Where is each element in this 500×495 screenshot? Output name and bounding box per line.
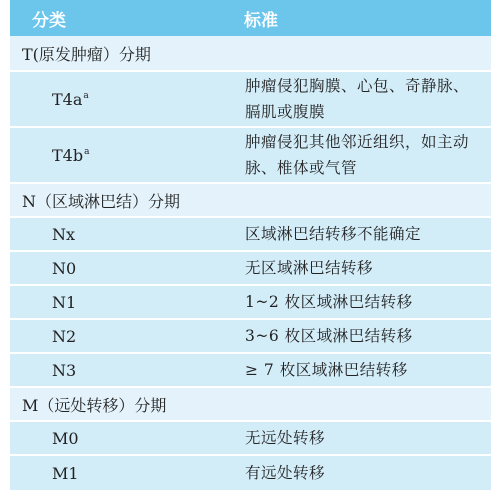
table-row-n3 [10,354,491,388]
row-label: N3 [52,360,77,380]
row-label: M0 [52,428,79,448]
row-label: N1 [52,292,77,312]
table-row-n0 [10,252,491,286]
row-description: ≥ 7 枚区域淋巴结转移 [245,361,408,379]
row-description: 无远处转移 [245,429,326,447]
row-label [10,146,245,165]
section-m: M（远处转移）分期 [10,388,491,422]
row-label: M1 [52,463,79,483]
row-description: 有远处转移 [245,464,326,482]
t4b-label: T4b [52,145,84,165]
table-row-t4b [10,128,491,184]
row-label [10,90,245,109]
section-t: T(原发肿瘤）分期 [10,36,491,72]
row-description: 区域淋巴结转移不能确定 [245,225,422,243]
row-description: 肿瘤侵犯胸膜、心包、奇静脉、膈肌或腹膜 [245,77,470,121]
table-row-m0 [10,422,491,456]
table-header [10,0,491,36]
table-row-n2 [10,320,491,354]
table-row-m1 [10,456,491,490]
section-n: N（区域淋巴结）分期 [10,184,491,218]
row-label: N2 [52,326,77,346]
row-description: 3~6 枚区域淋巴结转移 [245,327,413,345]
staging-table [10,0,491,490]
t4a-label: T4a [52,89,83,109]
table-row-t4a [10,72,491,128]
table-row-nx [10,218,491,252]
row-description: 肿瘤侵犯其他邻近组织，如主动脉、椎体或气管 [245,133,470,177]
t4a-superscript: a [83,90,89,101]
row-label: N0 [52,258,77,278]
row-description: 无区域淋巴结转移 [245,259,374,277]
row-label: Nx [52,224,76,244]
header-criteria: 标准 [244,10,278,31]
t4b-superscript: a [84,146,90,157]
header-category: 分类 [32,10,66,31]
row-description: 1~2 枚区域淋巴结转移 [245,293,413,311]
table-row-n1 [10,286,491,320]
